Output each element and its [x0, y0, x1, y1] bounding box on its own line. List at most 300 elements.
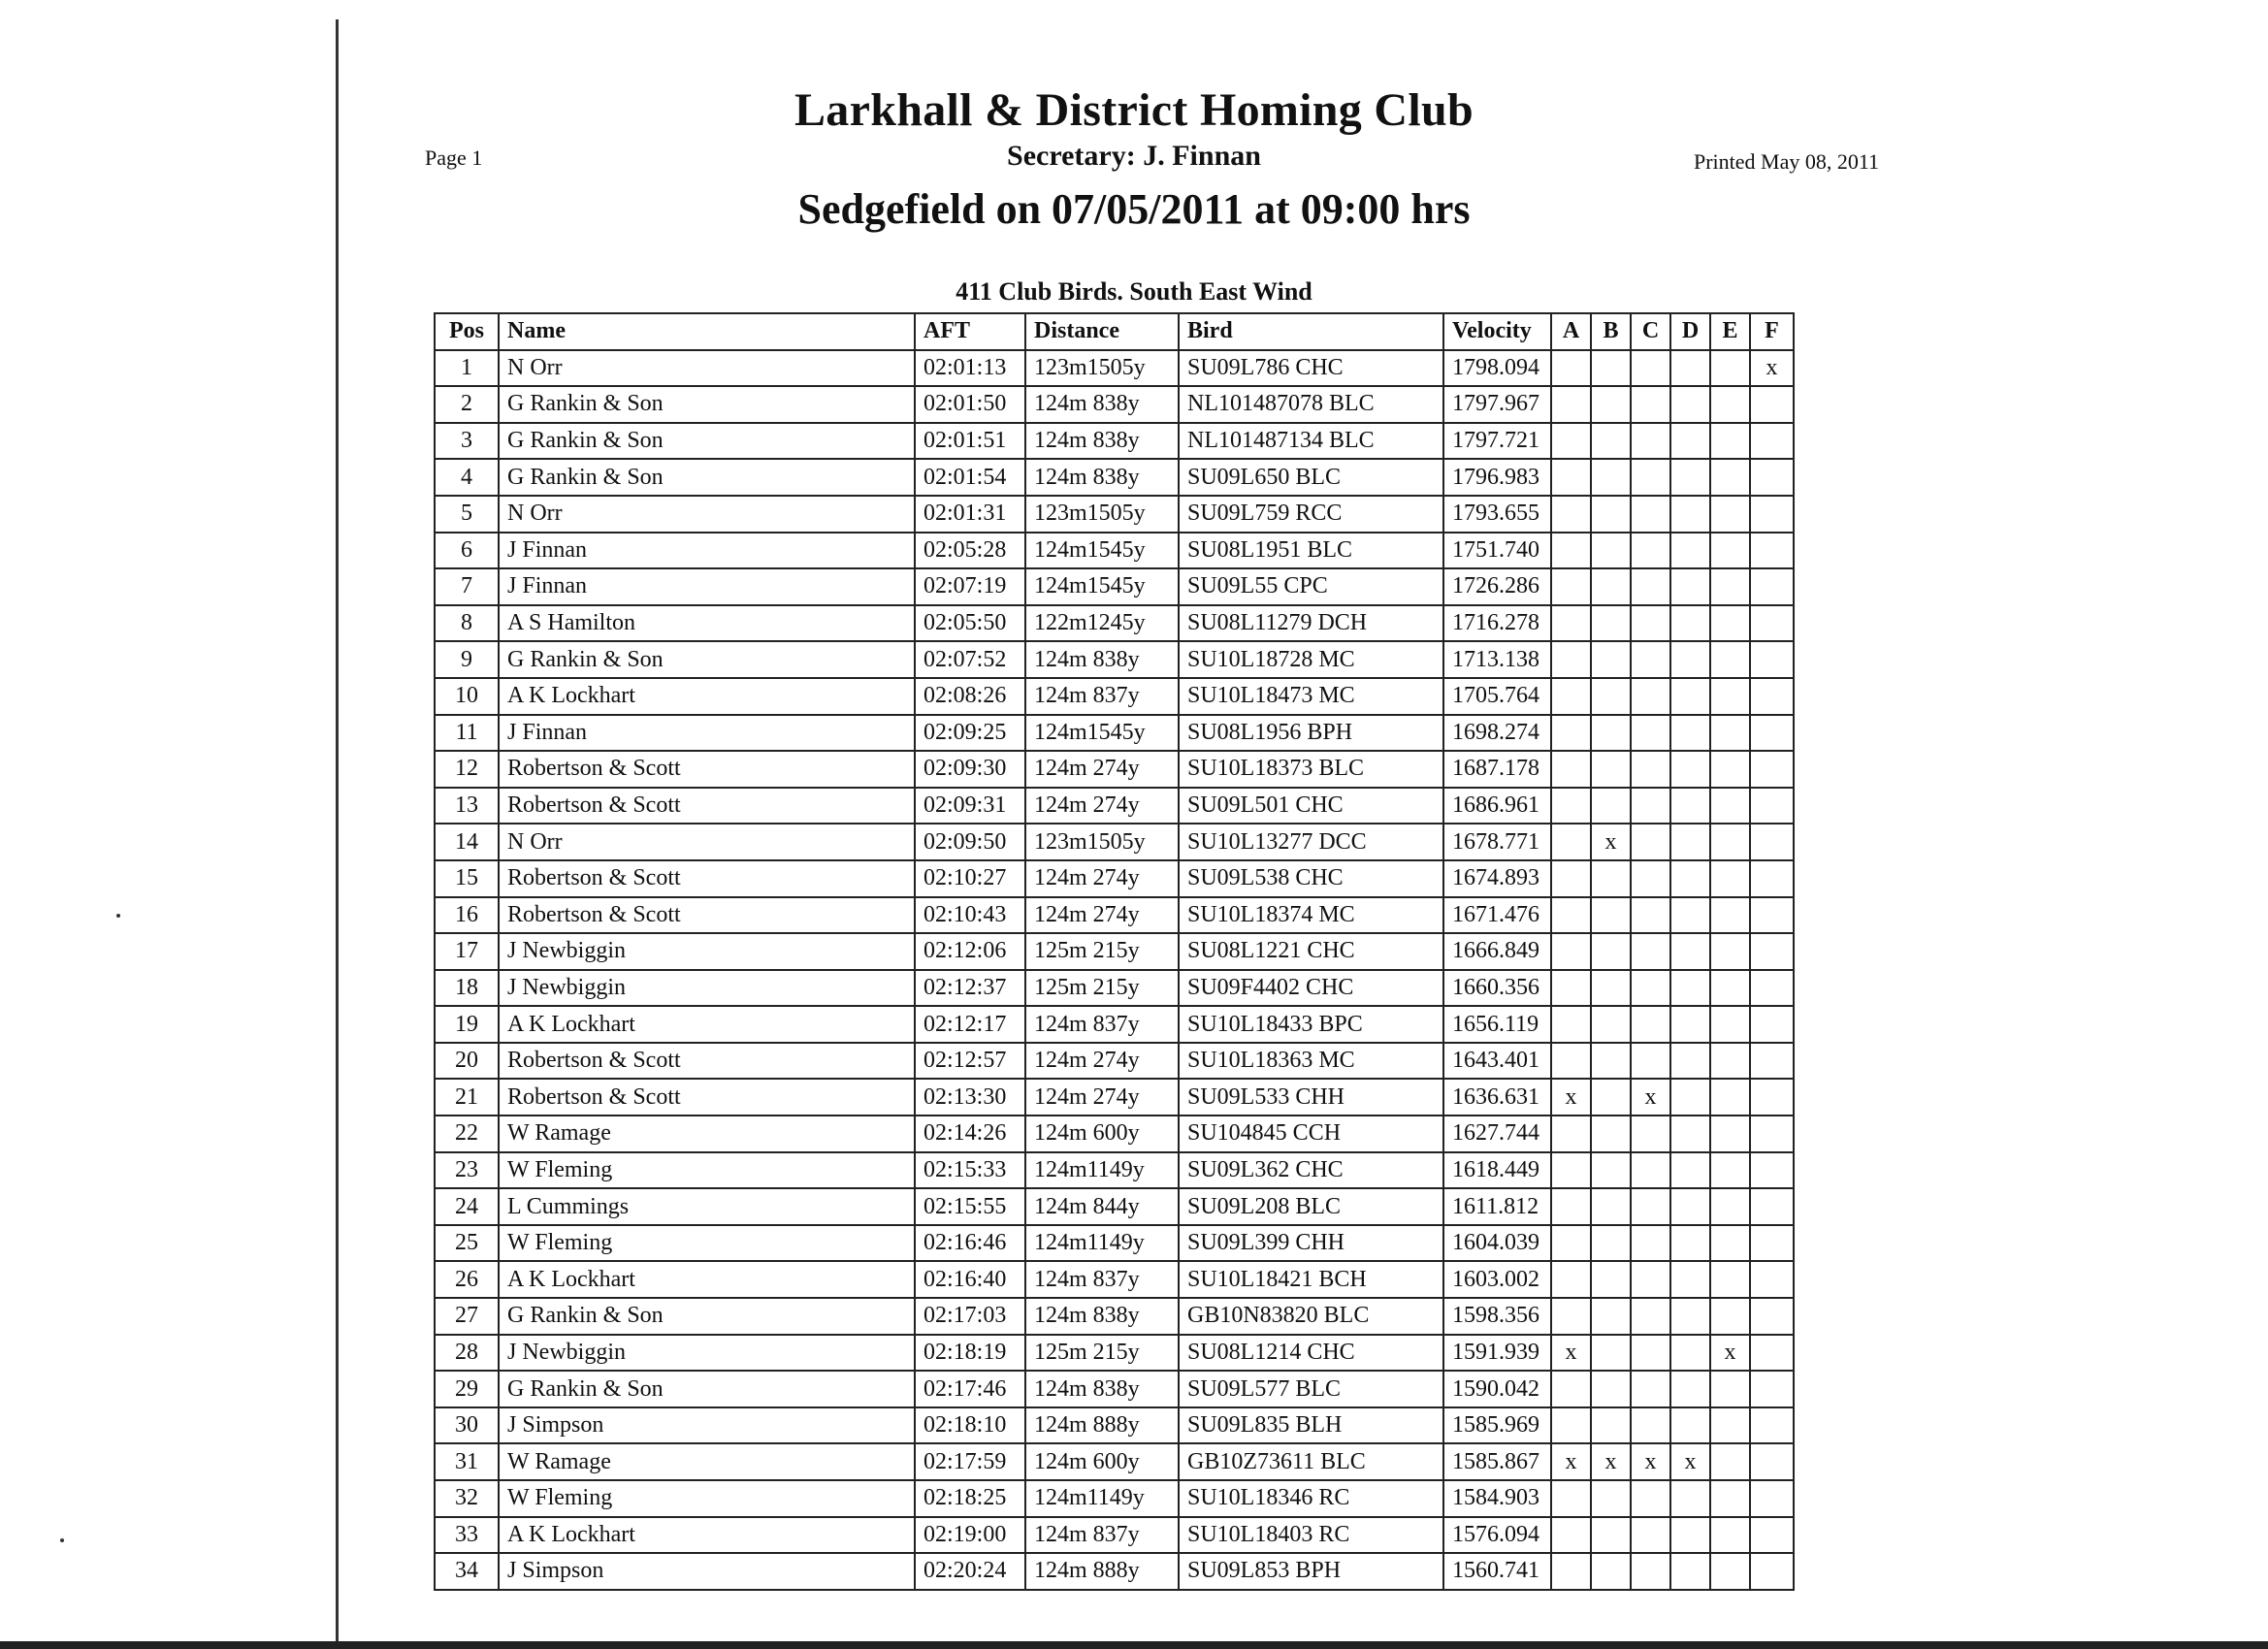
cell-flag-e — [1710, 1480, 1750, 1517]
cell-velocity: 1687.178 — [1443, 751, 1551, 788]
cell-pos: 15 — [435, 860, 499, 897]
cell-velocity: 1604.039 — [1443, 1225, 1551, 1262]
cell-flag-f — [1750, 496, 1794, 533]
cell-flag-e — [1710, 1298, 1750, 1335]
cell-distance: 124m 274y — [1025, 897, 1179, 934]
cell-distance: 123m1505y — [1025, 496, 1179, 533]
cell-bird: SU09L399 CHH — [1179, 1225, 1443, 1262]
cell-distance: 124m 838y — [1025, 641, 1179, 678]
cell-flag-c — [1631, 933, 1670, 970]
cell-flag-b — [1591, 1335, 1631, 1372]
cell-pos: 32 — [435, 1480, 499, 1517]
cell-pos: 6 — [435, 533, 499, 569]
cell-aft: 02:05:28 — [915, 533, 1025, 569]
cell-aft: 02:17:46 — [915, 1371, 1025, 1407]
cell-aft: 02:09:30 — [915, 751, 1025, 788]
cell-flag-f — [1750, 533, 1794, 569]
cell-bird: SU10L18373 BLC — [1179, 751, 1443, 788]
table-row — [435, 897, 1794, 934]
cell-flag-d — [1670, 1225, 1710, 1262]
cell-name: N Orr — [499, 824, 915, 860]
cell-pos: 9 — [435, 641, 499, 678]
cell-flag-c — [1631, 1116, 1670, 1152]
cell-flag-d — [1670, 568, 1710, 605]
cell-name: A K Lockhart — [499, 1006, 915, 1043]
cell-velocity: 1585.867 — [1443, 1443, 1551, 1480]
cell-flag-b — [1591, 1371, 1631, 1407]
cell-bird: SU09L853 BPH — [1179, 1553, 1443, 1590]
cell-bird: SU10L18728 MC — [1179, 641, 1443, 678]
cell-aft: 02:08:26 — [915, 678, 1025, 715]
cell-aft: 02:20:24 — [915, 1553, 1025, 1590]
cell-aft: 02:17:59 — [915, 1443, 1025, 1480]
cell-velocity: 1627.744 — [1443, 1116, 1551, 1152]
cell-flag-b — [1591, 1225, 1631, 1262]
cell-flag-e — [1710, 715, 1750, 752]
cell-flag-d — [1670, 1116, 1710, 1152]
cell-pos: 29 — [435, 1371, 499, 1407]
cell-flag-f — [1750, 751, 1794, 788]
cell-velocity: 1698.274 — [1443, 715, 1551, 752]
cell-flag-d — [1670, 1079, 1710, 1116]
cell-bird: SU08L1956 BPH — [1179, 715, 1443, 752]
cell-flag-b — [1591, 715, 1631, 752]
cell-name: N Orr — [499, 350, 915, 387]
cell-flag-f — [1750, 1553, 1794, 1590]
cell-pos: 18 — [435, 970, 499, 1007]
cell-flag-a — [1551, 678, 1591, 715]
cell-flag-d — [1670, 386, 1710, 423]
cell-name: W Fleming — [499, 1152, 915, 1189]
cell-flag-a — [1551, 459, 1591, 496]
cell-flag-f — [1750, 1443, 1794, 1480]
cell-distance: 124m 274y — [1025, 860, 1179, 897]
cell-bird: SU10L18421 BCH — [1179, 1261, 1443, 1298]
table-row — [435, 824, 1794, 860]
column-header-flag-e: E — [1710, 313, 1750, 350]
cell-flag-c: x — [1631, 1443, 1670, 1480]
cell-flag-a — [1551, 350, 1591, 387]
cell-distance: 124m 274y — [1025, 1079, 1179, 1116]
cell-aft: 02:18:19 — [915, 1335, 1025, 1372]
cell-aft: 02:12:57 — [915, 1043, 1025, 1080]
cell-name: G Rankin & Son — [499, 641, 915, 678]
table-row — [435, 1079, 1794, 1116]
cell-distance: 124m 838y — [1025, 1298, 1179, 1335]
cell-flag-e — [1710, 1407, 1750, 1444]
club-title: Larkhall & District Homing Club — [794, 84, 1474, 136]
cell-velocity: 1796.983 — [1443, 459, 1551, 496]
cell-flag-c — [1631, 1335, 1670, 1372]
cell-velocity: 1603.002 — [1443, 1261, 1551, 1298]
cell-pos: 10 — [435, 678, 499, 715]
cell-flag-b — [1591, 459, 1631, 496]
cell-flag-a — [1551, 1407, 1591, 1444]
cell-pos: 34 — [435, 1553, 499, 1590]
cell-flag-b — [1591, 496, 1631, 533]
column-header-velocity: Velocity — [1443, 313, 1551, 350]
cell-flag-e — [1710, 897, 1750, 934]
cell-flag-d — [1670, 788, 1710, 824]
cell-pos: 7 — [435, 568, 499, 605]
cell-flag-a — [1551, 933, 1591, 970]
cell-flag-a — [1551, 970, 1591, 1007]
cell-pos: 13 — [435, 788, 499, 824]
cell-flag-a — [1551, 1261, 1591, 1298]
cell-name: J Simpson — [499, 1553, 915, 1590]
cell-distance: 124m 838y — [1025, 386, 1179, 423]
cell-velocity: 1726.286 — [1443, 568, 1551, 605]
table-row — [435, 1188, 1794, 1225]
cell-name: J Newbiggin — [499, 933, 915, 970]
cell-flag-e — [1710, 933, 1750, 970]
cell-flag-f — [1750, 1371, 1794, 1407]
cell-flag-a — [1551, 1006, 1591, 1043]
cell-velocity: 1584.903 — [1443, 1480, 1551, 1517]
cell-flag-b — [1591, 970, 1631, 1007]
cell-aft: 02:12:37 — [915, 970, 1025, 1007]
cell-flag-f — [1750, 1116, 1794, 1152]
cell-flag-e — [1710, 1225, 1750, 1262]
cell-flag-d — [1670, 824, 1710, 860]
table-header-row — [435, 313, 1794, 350]
cell-flag-b — [1591, 641, 1631, 678]
cell-flag-f — [1750, 1298, 1794, 1335]
cell-bird: SU10L13277 DCC — [1179, 824, 1443, 860]
table-row — [435, 1443, 1794, 1480]
cell-flag-a — [1551, 1152, 1591, 1189]
cell-velocity: 1713.138 — [1443, 641, 1551, 678]
cell-flag-e — [1710, 1553, 1750, 1590]
race-title: Sedgefield on 07/05/2011 at 09:00 hrs — [797, 185, 1471, 233]
cell-flag-c — [1631, 1261, 1670, 1298]
cell-flag-c — [1631, 715, 1670, 752]
cell-bird: NL101487078 BLC — [1179, 386, 1443, 423]
table-row — [435, 1553, 1794, 1590]
cell-flag-b — [1591, 1553, 1631, 1590]
cell-pos: 14 — [435, 824, 499, 860]
cell-flag-b — [1591, 1043, 1631, 1080]
cell-flag-e — [1710, 1152, 1750, 1189]
cell-pos: 23 — [435, 1152, 499, 1189]
cell-aft: 02:09:25 — [915, 715, 1025, 752]
cell-flag-d — [1670, 1553, 1710, 1590]
table-row — [435, 386, 1794, 423]
cell-aft: 02:18:25 — [915, 1480, 1025, 1517]
cell-flag-f — [1750, 459, 1794, 496]
cell-flag-d — [1670, 751, 1710, 788]
cell-flag-c — [1631, 1298, 1670, 1335]
cell-aft: 02:19:00 — [915, 1517, 1025, 1554]
cell-pos: 5 — [435, 496, 499, 533]
cell-name: Robertson & Scott — [499, 1079, 915, 1116]
cell-flag-d — [1670, 1480, 1710, 1517]
cell-bird: SU08L1214 CHC — [1179, 1335, 1443, 1372]
cell-flag-e — [1710, 1443, 1750, 1480]
cell-flag-e — [1710, 568, 1750, 605]
scan-speck — [60, 1538, 64, 1542]
cell-flag-d — [1670, 605, 1710, 642]
cell-bird: SU10L18363 MC — [1179, 1043, 1443, 1080]
cell-distance: 124m 837y — [1025, 678, 1179, 715]
table-row — [435, 788, 1794, 824]
cell-flag-b — [1591, 605, 1631, 642]
cell-flag-f — [1750, 1152, 1794, 1189]
cell-name: A K Lockhart — [499, 678, 915, 715]
cell-bird: SU08L1951 BLC — [1179, 533, 1443, 569]
cell-bird: SU10L18374 MC — [1179, 897, 1443, 934]
cell-flag-e — [1710, 751, 1750, 788]
cell-flag-a — [1551, 386, 1591, 423]
cell-flag-f — [1750, 641, 1794, 678]
cell-flag-d — [1670, 350, 1710, 387]
cell-velocity: 1797.967 — [1443, 386, 1551, 423]
cell-flag-e — [1710, 605, 1750, 642]
cell-flag-a — [1551, 1116, 1591, 1152]
cell-bird: SU10L18403 RC — [1179, 1517, 1443, 1554]
cell-distance: 123m1505y — [1025, 824, 1179, 860]
cell-flag-c — [1631, 970, 1670, 1007]
cell-bird: SU08L11279 DCH — [1179, 605, 1443, 642]
cell-aft: 02:12:06 — [915, 933, 1025, 970]
cell-flag-a — [1551, 1298, 1591, 1335]
cell-flag-a — [1551, 751, 1591, 788]
cell-velocity: 1643.401 — [1443, 1043, 1551, 1080]
cell-bird: GB10Z73611 BLC — [1179, 1443, 1443, 1480]
cell-flag-a — [1551, 641, 1591, 678]
cell-distance: 122m1245y — [1025, 605, 1179, 642]
cell-flag-b — [1591, 678, 1631, 715]
cell-flag-f — [1750, 1261, 1794, 1298]
cell-pos: 30 — [435, 1407, 499, 1444]
cell-bird: NL101487134 BLC — [1179, 423, 1443, 460]
cell-flag-a — [1551, 788, 1591, 824]
cell-flag-f — [1750, 860, 1794, 897]
cell-flag-d — [1670, 1335, 1710, 1372]
cell-flag-c — [1631, 860, 1670, 897]
cell-flag-c — [1631, 533, 1670, 569]
cell-distance: 124m 600y — [1025, 1443, 1179, 1480]
cell-bird: SU09F4402 CHC — [1179, 970, 1443, 1007]
cell-distance: 124m 844y — [1025, 1188, 1179, 1225]
cell-flag-e — [1710, 1371, 1750, 1407]
cell-distance: 125m 215y — [1025, 1335, 1179, 1372]
table-row — [435, 605, 1794, 642]
cell-bird: SU10L18473 MC — [1179, 678, 1443, 715]
cell-flag-b — [1591, 1261, 1631, 1298]
cell-flag-b — [1591, 751, 1631, 788]
cell-flag-a — [1551, 533, 1591, 569]
cell-velocity: 1793.655 — [1443, 496, 1551, 533]
cell-flag-f — [1750, 605, 1794, 642]
cell-pos: 24 — [435, 1188, 499, 1225]
cell-aft: 02:01:13 — [915, 350, 1025, 387]
cell-bird: SU09L538 CHC — [1179, 860, 1443, 897]
cell-distance: 124m 838y — [1025, 459, 1179, 496]
cell-flag-b — [1591, 423, 1631, 460]
cell-flag-d — [1670, 1407, 1710, 1444]
table-row — [435, 641, 1794, 678]
cell-flag-f — [1750, 1225, 1794, 1262]
table-row — [435, 1517, 1794, 1554]
cell-flag-e — [1710, 423, 1750, 460]
cell-flag-d — [1670, 1006, 1710, 1043]
cell-flag-c — [1631, 1407, 1670, 1444]
cell-flag-f — [1750, 1079, 1794, 1116]
cell-flag-a: x — [1551, 1335, 1591, 1372]
printed-date: Printed May 08, 2011 — [1694, 149, 1880, 174]
cell-flag-f — [1750, 933, 1794, 970]
cell-pos: 4 — [435, 459, 499, 496]
cell-flag-a — [1551, 496, 1591, 533]
cell-distance: 124m 838y — [1025, 1371, 1179, 1407]
cell-flag-a — [1551, 423, 1591, 460]
cell-flag-d — [1670, 533, 1710, 569]
table-row — [435, 423, 1794, 460]
cell-distance: 124m 274y — [1025, 788, 1179, 824]
cell-flag-f — [1750, 788, 1794, 824]
cell-aft: 02:09:31 — [915, 788, 1025, 824]
cell-bird: SU10L18346 RC — [1179, 1480, 1443, 1517]
column-header-flag-d: D — [1670, 313, 1710, 350]
cell-bird: SU09L208 BLC — [1179, 1188, 1443, 1225]
cell-flag-f — [1750, 970, 1794, 1007]
cell-aft: 02:01:31 — [915, 496, 1025, 533]
cell-velocity: 1678.771 — [1443, 824, 1551, 860]
scan-speck — [116, 914, 120, 918]
cell-flag-a — [1551, 568, 1591, 605]
cell-flag-a — [1551, 860, 1591, 897]
cell-name: A K Lockhart — [499, 1261, 915, 1298]
cell-distance: 124m1545y — [1025, 568, 1179, 605]
cell-name: J Finnan — [499, 715, 915, 752]
cell-aft: 02:16:46 — [915, 1225, 1025, 1262]
column-header-flag-a: A — [1551, 313, 1591, 350]
cell-flag-b — [1591, 933, 1631, 970]
cell-pos: 28 — [435, 1335, 499, 1372]
cell-flag-a — [1551, 897, 1591, 934]
page-number: Page 1 — [425, 146, 483, 170]
cell-flag-c — [1631, 1480, 1670, 1517]
cell-velocity: 1674.893 — [1443, 860, 1551, 897]
cell-flag-d — [1670, 1188, 1710, 1225]
cell-pos: 33 — [435, 1517, 499, 1554]
column-header-pos: Pos — [435, 313, 499, 350]
table-row — [435, 568, 1794, 605]
table-row — [435, 933, 1794, 970]
cell-name: Robertson & Scott — [499, 1043, 915, 1080]
cell-velocity: 1686.961 — [1443, 788, 1551, 824]
table-row — [435, 860, 1794, 897]
cell-flag-a — [1551, 1371, 1591, 1407]
cell-flag-c — [1631, 1043, 1670, 1080]
cell-aft: 02:14:26 — [915, 1116, 1025, 1152]
cell-name: Robertson & Scott — [499, 860, 915, 897]
cell-flag-d — [1670, 678, 1710, 715]
cell-flag-b — [1591, 1152, 1631, 1189]
cell-flag-d — [1670, 1043, 1710, 1080]
cell-flag-a: x — [1551, 1443, 1591, 1480]
cell-pos: 22 — [435, 1116, 499, 1152]
cell-flag-c — [1631, 496, 1670, 533]
cell-velocity: 1797.721 — [1443, 423, 1551, 460]
cell-pos: 11 — [435, 715, 499, 752]
cell-flag-f — [1750, 1335, 1794, 1372]
cell-flag-f — [1750, 678, 1794, 715]
cell-flag-f — [1750, 1517, 1794, 1554]
cell-flag-e — [1710, 678, 1750, 715]
cell-distance: 124m 838y — [1025, 423, 1179, 460]
cell-name: G Rankin & Son — [499, 386, 915, 423]
cell-flag-e — [1710, 1517, 1750, 1554]
cell-flag-a — [1551, 1043, 1591, 1080]
cell-aft: 02:15:33 — [915, 1152, 1025, 1189]
cell-name: N Orr — [499, 496, 915, 533]
cell-aft: 02:09:50 — [915, 824, 1025, 860]
cell-flag-d — [1670, 1298, 1710, 1335]
cell-flag-c — [1631, 678, 1670, 715]
cell-bird: SU09L577 BLC — [1179, 1371, 1443, 1407]
cell-flag-e — [1710, 350, 1750, 387]
table-row — [435, 1335, 1794, 1372]
cell-velocity: 1585.969 — [1443, 1407, 1551, 1444]
cell-velocity: 1798.094 — [1443, 350, 1551, 387]
table-row — [435, 459, 1794, 496]
cell-flag-f — [1750, 1407, 1794, 1444]
cell-bird: SU09L650 BLC — [1179, 459, 1443, 496]
cell-pos: 25 — [435, 1225, 499, 1262]
cell-flag-a — [1551, 1553, 1591, 1590]
cell-pos: 16 — [435, 897, 499, 934]
cell-velocity: 1660.356 — [1443, 970, 1551, 1007]
cell-pos: 27 — [435, 1298, 499, 1335]
cell-flag-d — [1670, 496, 1710, 533]
cell-pos: 12 — [435, 751, 499, 788]
cell-flag-b — [1591, 1407, 1631, 1444]
cell-velocity: 1598.356 — [1443, 1298, 1551, 1335]
table-row — [435, 1116, 1794, 1152]
cell-aft: 02:10:27 — [915, 860, 1025, 897]
cell-flag-c — [1631, 568, 1670, 605]
cell-flag-a — [1551, 715, 1591, 752]
cell-flag-c — [1631, 1553, 1670, 1590]
cell-flag-c — [1631, 1152, 1670, 1189]
cell-flag-b — [1591, 568, 1631, 605]
cell-name: Robertson & Scott — [499, 788, 915, 824]
results-table — [434, 312, 1795, 1591]
column-header-distance: Distance — [1025, 313, 1179, 350]
cell-flag-c — [1631, 1188, 1670, 1225]
cell-flag-e — [1710, 788, 1750, 824]
table-row — [435, 533, 1794, 569]
cell-bird: SU09L533 CHH — [1179, 1079, 1443, 1116]
cell-flag-b — [1591, 897, 1631, 934]
cell-flag-c — [1631, 1517, 1670, 1554]
secretary-line: Secretary: J. Finnan — [1007, 140, 1261, 172]
cell-aft: 02:16:40 — [915, 1261, 1025, 1298]
cell-distance: 124m1149y — [1025, 1480, 1179, 1517]
cell-velocity: 1590.042 — [1443, 1371, 1551, 1407]
cell-aft: 02:17:03 — [915, 1298, 1025, 1335]
cell-distance: 125m 215y — [1025, 970, 1179, 1007]
cell-flag-b — [1591, 1517, 1631, 1554]
cell-flag-e — [1710, 386, 1750, 423]
cell-flag-c — [1631, 386, 1670, 423]
scan-bottom-edge — [0, 1641, 2268, 1649]
cell-distance: 124m1149y — [1025, 1152, 1179, 1189]
cell-flag-d — [1670, 933, 1710, 970]
cell-flag-e — [1710, 1116, 1750, 1152]
